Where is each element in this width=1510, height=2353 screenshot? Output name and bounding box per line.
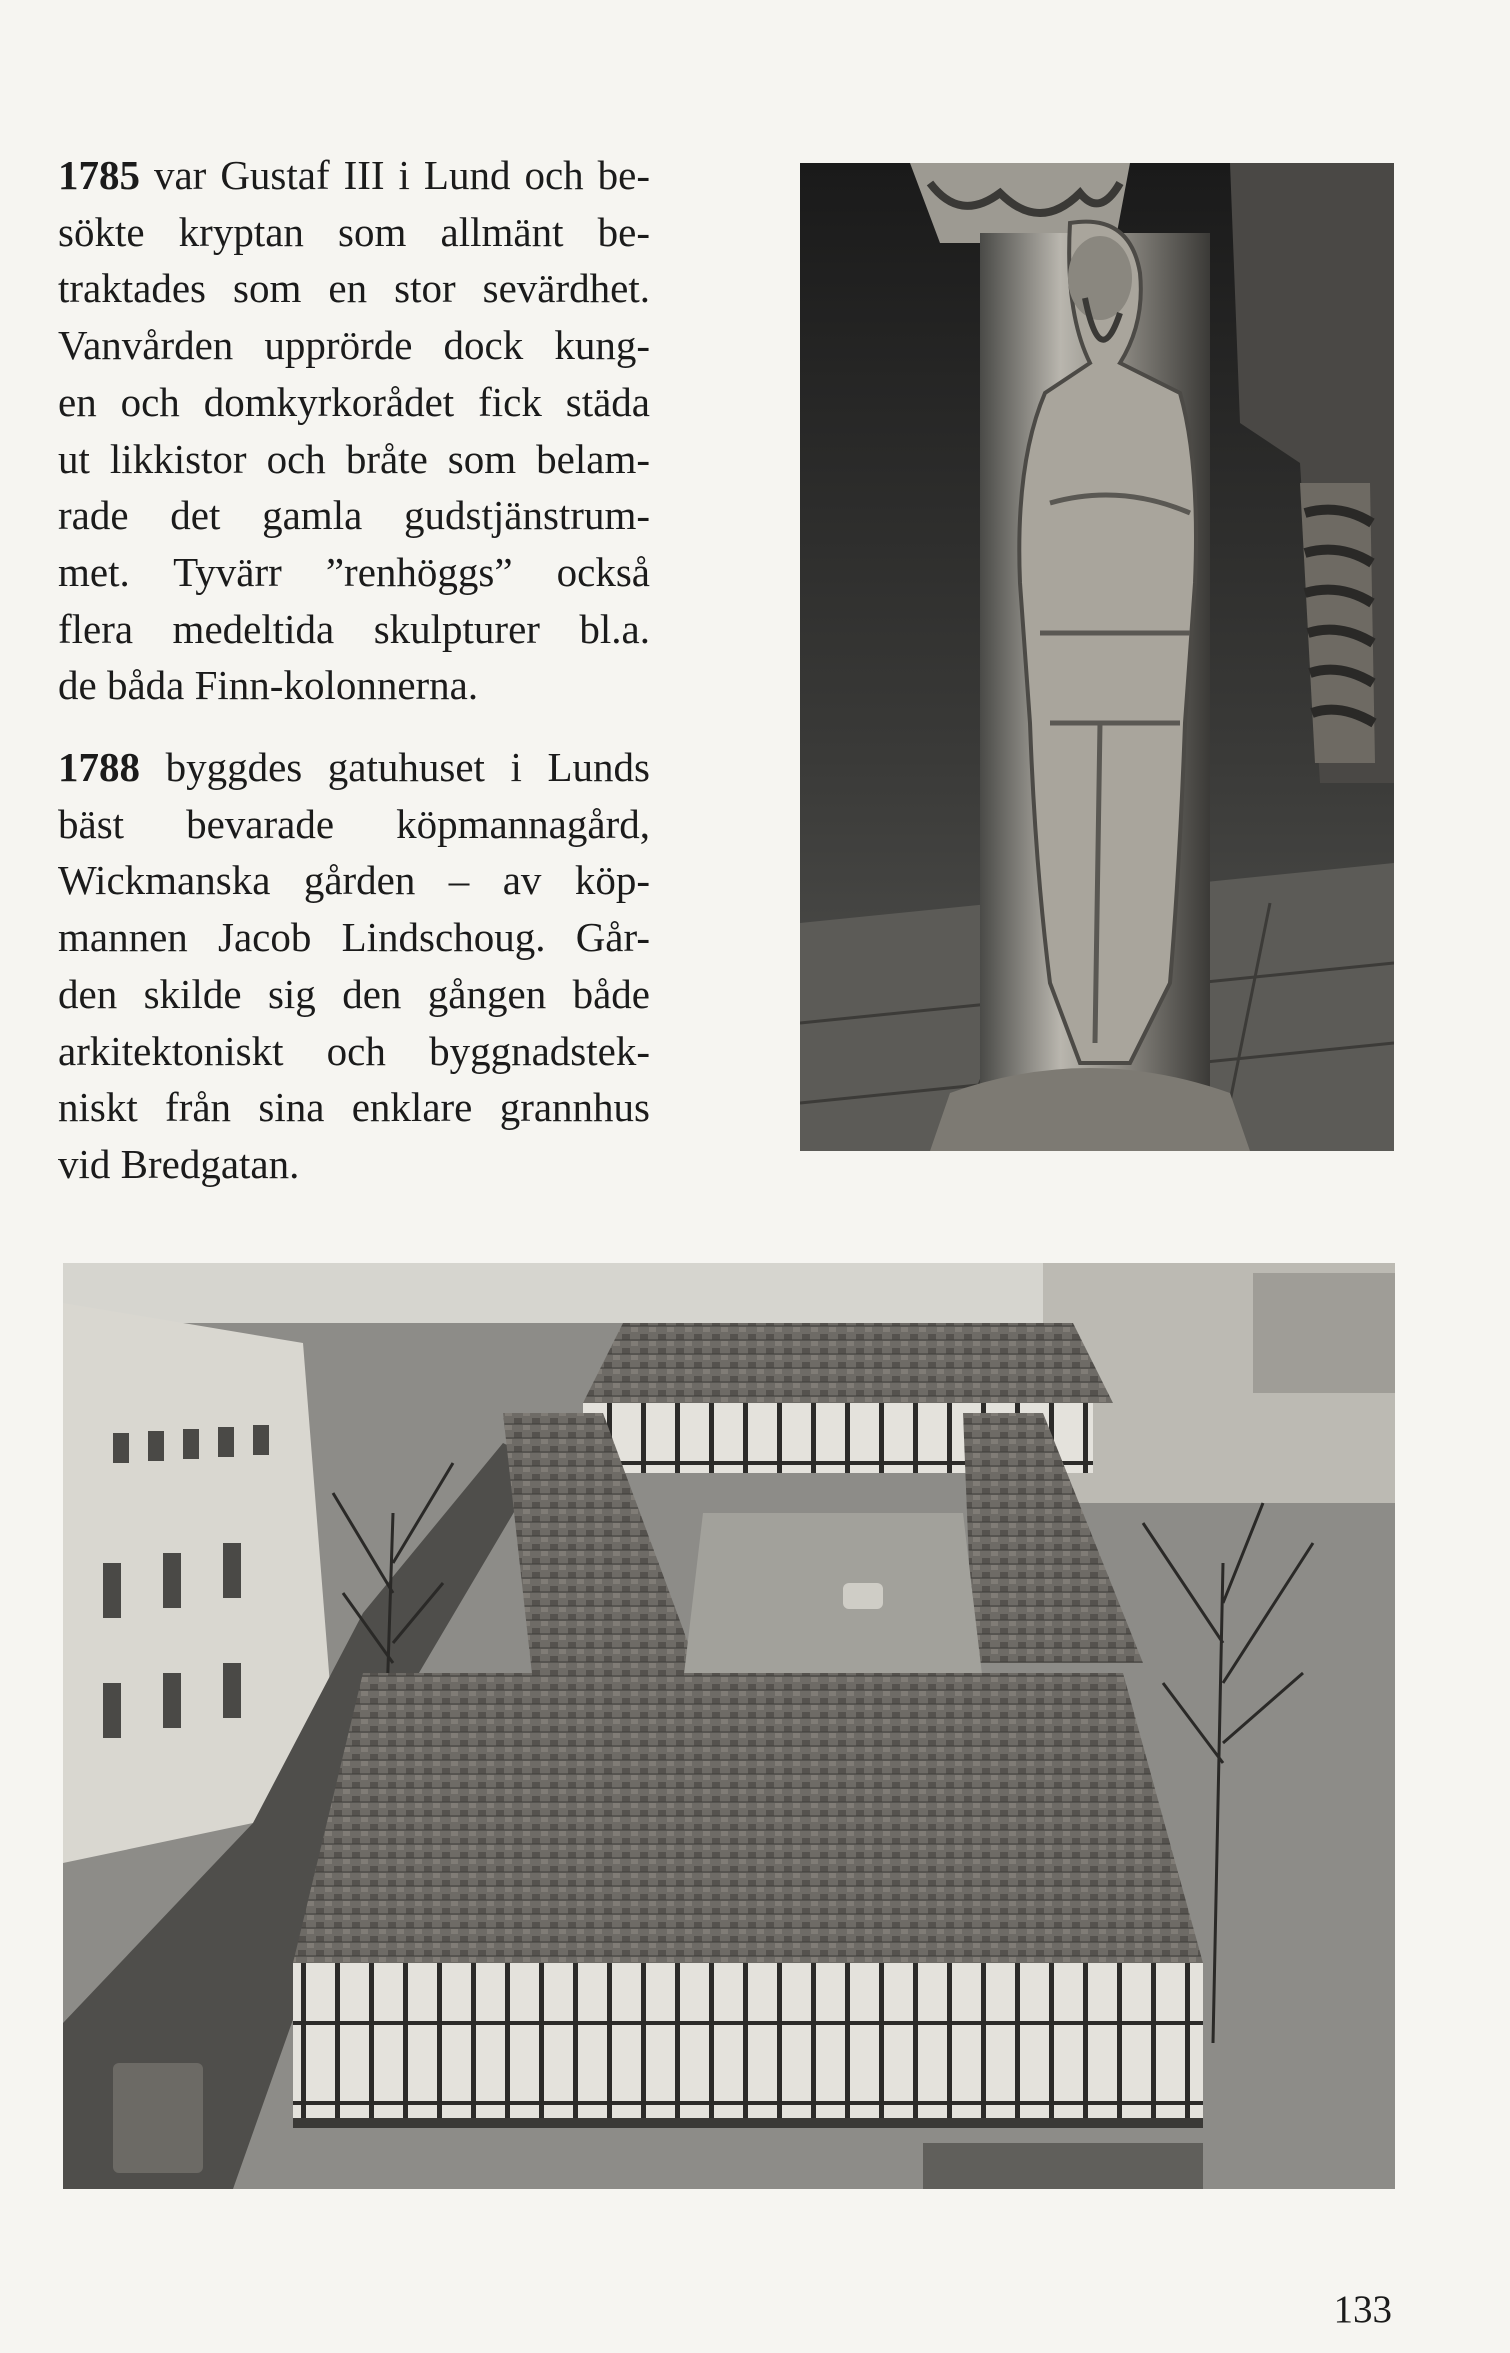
text-line: de båda Finn-kolonnerna.	[58, 662, 479, 709]
text-line: bäst bevarade köpmannagård,	[58, 800, 650, 847]
text-line: 1788 byggdes gatuhuset i Lunds	[58, 744, 650, 790]
text-line: 1785 var Gustaf III i Lund och be-	[58, 152, 650, 198]
text-line: niskt från sina enklare grannhus	[58, 1084, 650, 1131]
text-line: ut likkistor och bråte som belam-	[58, 435, 650, 482]
text-line: traktades som en stor sevärdhet.	[58, 265, 650, 312]
paragraph-1785	[58, 147, 650, 714]
wickmanska-garden-aerial-photo	[63, 1263, 1395, 2189]
text-line: Wickmanska gården – av köp-	[58, 857, 650, 904]
text-line: mannen Jacob Lindschoug. Går-	[58, 914, 650, 961]
text-line: sökte kryptan som allmänt be-	[58, 208, 650, 255]
paragraph-1788	[58, 739, 650, 1193]
text-line: vid Bredgatan.	[58, 1140, 300, 1187]
page-number: 133	[1333, 2288, 1392, 2331]
text-line: flera medeltida skulpturer bl.a.	[58, 605, 650, 652]
column-sculpture-photo	[800, 163, 1394, 1151]
year-label: 1788	[58, 744, 140, 790]
text-line: met. Tyvärr ”renhöggs” också	[58, 548, 650, 595]
text-line: den skilde sig den gången både	[58, 970, 650, 1017]
text-line: rade det gamla gudstjänstrum-	[58, 492, 650, 539]
text-line: Vanvården upprörde dock kung-	[58, 322, 650, 369]
text-line: arkitektoniskt och byggnadstek-	[58, 1027, 650, 1074]
text-line: en och domkyrkorådet fick städa	[58, 378, 650, 425]
year-label: 1785	[58, 152, 140, 198]
